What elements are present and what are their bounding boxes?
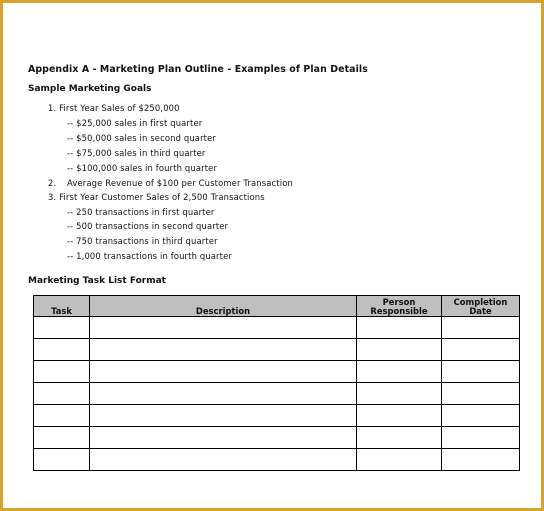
goal-subitem: -- 250 transactions in first quarter <box>67 207 215 217</box>
table-row <box>34 317 520 339</box>
table-cell <box>34 317 90 339</box>
goals-heading: Sample Marketing Goals <box>28 84 152 94</box>
document-title: Appendix A - Marketing Plan Outline - Examples of Plan Details <box>28 64 368 75</box>
goal-item: Average Revenue of $100 per Customer Transaction <box>67 178 293 188</box>
table-cell <box>34 449 90 471</box>
table-cell <box>442 361 520 383</box>
goal-subitem: -- $100,000 sales in fourth quarter <box>67 163 218 173</box>
table-cell <box>90 317 357 339</box>
column-header-person-responsible: Person Responsible <box>357 296 442 317</box>
table-row <box>34 449 520 471</box>
table-cell <box>442 317 520 339</box>
table-cell <box>34 427 90 449</box>
table-cell <box>357 427 442 449</box>
goal-subitem: -- $25,000 sales in first quarter <box>67 118 203 128</box>
table-cell <box>357 361 442 383</box>
table-cell <box>34 383 90 405</box>
goal-subitem: -- $50,000 sales in second quarter <box>67 133 217 143</box>
goal-subitem: -- 500 transactions in second quarter <box>67 221 229 231</box>
table-cell <box>90 361 357 383</box>
table-cell <box>90 427 357 449</box>
tasks-heading: Marketing Task List Format <box>28 276 166 286</box>
column-header-completion-date: Completion Date <box>442 296 520 317</box>
table-row <box>34 383 520 405</box>
task-table-body <box>34 317 520 471</box>
table-header-row <box>34 296 520 317</box>
table-row <box>34 361 520 383</box>
goal-item: 1. First Year Sales of $250,000 <box>48 103 180 113</box>
table-cell <box>442 449 520 471</box>
goal-item: 3. First Year Customer Sales of 2,500 Transactions <box>48 192 265 202</box>
goal-number: 2. <box>48 178 57 188</box>
table-cell <box>357 383 442 405</box>
table-cell <box>442 405 520 427</box>
goal-subitem: -- 1,000 transactions in fourth quarter <box>67 251 232 261</box>
column-header-description: Description <box>90 296 357 317</box>
table-cell <box>357 405 442 427</box>
table-cell <box>442 427 520 449</box>
table-cell <box>357 317 442 339</box>
table-cell <box>357 339 442 361</box>
table-cell <box>90 383 357 405</box>
task-table <box>33 295 520 471</box>
table-row <box>34 339 520 361</box>
table-cell <box>90 449 357 471</box>
table-cell <box>357 449 442 471</box>
table-cell <box>442 339 520 361</box>
table-cell <box>34 339 90 361</box>
table-cell <box>90 339 357 361</box>
table-cell <box>34 361 90 383</box>
table-cell <box>90 405 357 427</box>
table-cell <box>34 405 90 427</box>
table-row <box>34 427 520 449</box>
table-row <box>34 405 520 427</box>
column-header-task: Task <box>34 296 90 317</box>
goal-subitem: -- $75,000 sales in third quarter <box>67 148 206 158</box>
goal-subitem: -- 750 transactions in third quarter <box>67 236 218 246</box>
table-cell <box>442 383 520 405</box>
